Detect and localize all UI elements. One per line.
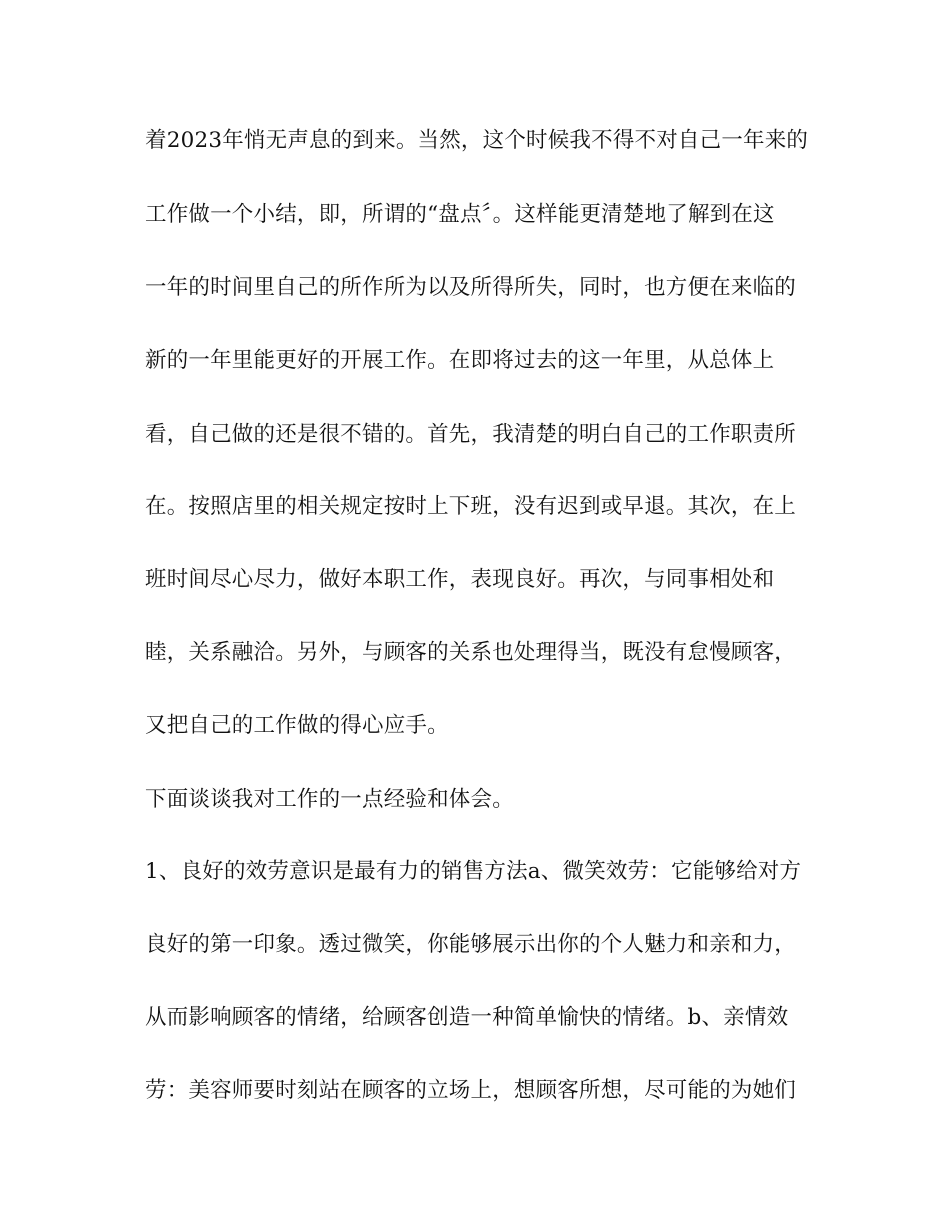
text-line: 班时间尽心尽力，做好本职工作，表现良好。再次，与同事相处和 — [145, 567, 775, 592]
text-line: 劳：美容师要时刻站在顾客的立场上，想顾客所想，尽可能的为她们 — [145, 1078, 797, 1103]
text-line: 睦，关系融洽。另外，与顾客的关系也处理得当，既没有怠慢顾客， — [145, 640, 797, 665]
text-line: 良好的第一印象。透过微笑，你能够展示出你的个人魅力和亲和力， — [145, 932, 797, 957]
text-line: 新的一年里能更好的开展工作。在即将过去的这一年里，从总体上 — [145, 348, 775, 373]
text-line: 1、良好的效劳意识是最有力的销售方法a、微笑效劳：它能够给对方 — [145, 859, 802, 884]
text-line: 在。按照店里的相关规定按时上下班，没有迟到或早退。其次，在上 — [145, 494, 797, 519]
text-line: 看，自己做的还是很不错的。首先，我清楚的明白自己的工作职责所 — [145, 422, 797, 447]
text-line: 下面谈谈我对工作的一点经验和体会。 — [145, 787, 514, 812]
text-line: 从而影响顾客的情绪，给顾客创造一种简单愉快的情绪。b、亲情效 — [145, 1005, 789, 1030]
text-line: 着2023年悄无声息的到来。当然，这个时候我不得不对自己一年来的 — [145, 128, 809, 153]
text-line: 工作做一个小结，即，所谓的“盘点〞。这样能更清楚地了解到在这 — [145, 202, 775, 227]
text-line: 一年的时间里自己的所作所为以及所得所失，同时，也方便在来临的 — [145, 275, 797, 300]
text-line: 又把自己的工作做的得心应手。 — [145, 713, 449, 738]
